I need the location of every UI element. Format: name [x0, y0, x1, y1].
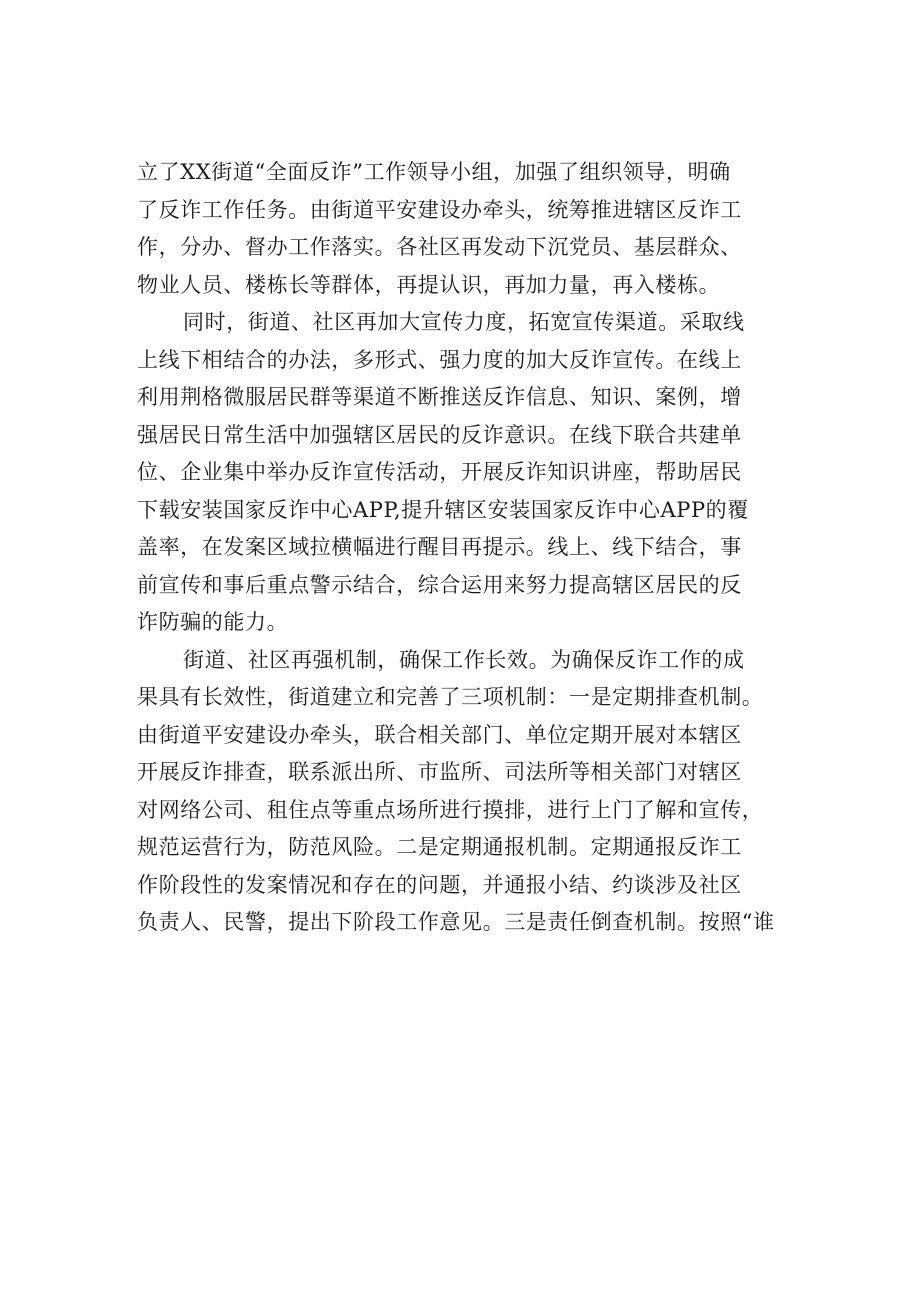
text-line: 作阶段性的发案情况和存在的问题，并通报小结、约谈涉及社区	[137, 872, 742, 897]
text-line: 立了XX街道“全面反诈”工作领导小组，加强了组织领导，明确	[137, 160, 731, 184]
text-line: 诈防骗的能力。	[137, 610, 289, 634]
text-line: 规范运营行为，防范风险。二是定期通报机制。定期通报反诈工	[137, 835, 742, 859]
text-line: 负责人、民警，提出下阶段工作意见。三是责任倒查机制。按照“谁	[137, 910, 775, 934]
text-line: 利用荆格微服居民群等渠道不断推送反诈信息、知识、案例，增	[137, 385, 742, 409]
paragraph-leadership-group	[137, 154, 789, 304]
text-line: 作，分办、督办工作落实。各社区再发动下沉党员、基层群众、	[137, 235, 742, 259]
text-line: 对网络公司、租住点等重点场所进行摸排，进行上门了解和宣传，	[137, 797, 764, 822]
text-line: 位、企业集中举办反诈宣传活动，开展反诈知识讲座，帮助居民	[137, 460, 742, 484]
paragraph-publicity	[137, 304, 789, 642]
text-line: 上线下相结合的办法，多形式、强力度的加大反诈宣传。在线上	[137, 347, 742, 372]
text-line: 同时，街道、社区再加大宣传力度，拓宽宣传渠道。采取线	[183, 310, 745, 334]
text-line: 物业人员、楼栋长等群体，再提认识，再加力量，再入楼栋。	[137, 272, 721, 297]
text-line: 开展反诈排查，联系派出所、市监所、司法所等相关部门对辖区	[137, 760, 742, 784]
document-body	[137, 154, 789, 942]
text-line: 果具有长效性，街道建立和完善了三项机制：一是定期排查机制。	[137, 685, 764, 709]
text-line: 下载安装国家反诈中心APP,提升辖区安装国家反诈中心APP的覆	[137, 497, 749, 522]
text-line: 强居民日常生活中加强辖区居民的反诈意识。在线下联合共建单	[137, 422, 742, 447]
text-line: 街道、社区再强机制，确保工作长效。为确保反诈工作的成	[183, 647, 745, 672]
text-line: 前宣传和事后重点警示结合，综合运用来努力提高辖区居民的反	[137, 572, 742, 597]
text-line: 了反诈工作任务。由街道平安建设办牵头，统筹推进辖区反诈工	[137, 197, 742, 222]
paragraph-mechanisms	[137, 642, 789, 942]
text-line: 盖率，在发案区域拉横幅进行醒目再提示。线上、线下结合，事	[137, 535, 742, 559]
text-line: 由街道平安建设办牵头，联合相关部门、单位定期开展对本辖区	[137, 722, 742, 747]
